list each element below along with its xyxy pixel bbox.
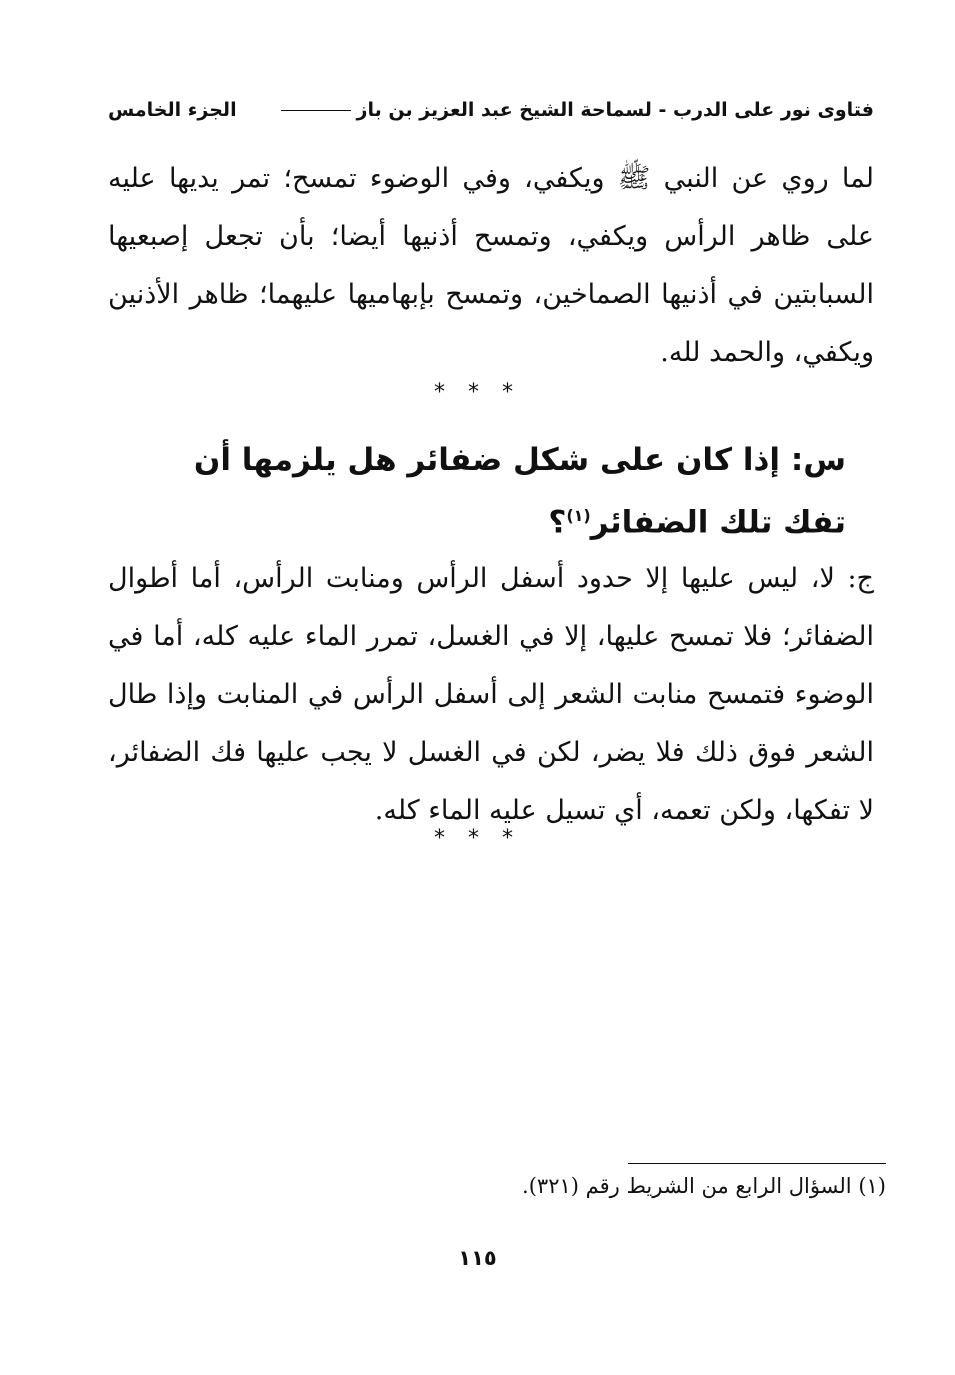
question-heading: س: إذا كان على شكل ضفائر هل يلزمها أن تفك تلك الضفائر$^{(١)}$؟ [193, 442, 846, 541]
answer-paragraph: ج: لا، ليس عليها إلا حدود أسفل الرأس ومنابت الرأس، أما أطوال الضفائر؛ فلا تمسح عليها، إلا في الغسل، تمرر الماء عليه كله، أما في الوضوء فتمسح منابت الشعر إلى أسفل الرأس في المنابت وإذا طال الشعر فوق ذلك فلا يضر، لكن في الغسل لا يجب عليها فك الضفائر، لا تفكها، ولكن تعمه، أي تسيل عليه الماء كله. [108, 563, 874, 826]
header-rule [281, 110, 351, 111]
header-volume: الجزء الخامس [108, 99, 237, 121]
paragraph-continuation: لما روي عن النبي ﷺ ويكفي، وفي الوضوء تمسح؛ تمر يديها عليه على ظاهر الرأس ويكفي، وتمسح أذنيها أيضا؛ بأن تجعل إصبعيها السبابتين في أذنيها الصماخين، وتمسح بإبهاميها عليهما؛ ظاهر الأذنين ويكفي، والحمد لله. [108, 163, 874, 368]
running-header [108, 92, 874, 128]
page-number: ١١٥ [458, 1246, 497, 1270]
section-separator: * * * [434, 380, 521, 405]
footnote: (١) السؤال الرابع من الشريط رقم (٣٢١). [522, 1174, 886, 1198]
section-separator-end: * * * [434, 826, 521, 851]
footnote-rule [628, 1163, 886, 1164]
header-book-title: فتاوى نور على الدرب - لسماحة الشيخ عبد العزيز بن باز [275, 99, 874, 121]
footnote-ref: (١) [566, 506, 591, 525]
